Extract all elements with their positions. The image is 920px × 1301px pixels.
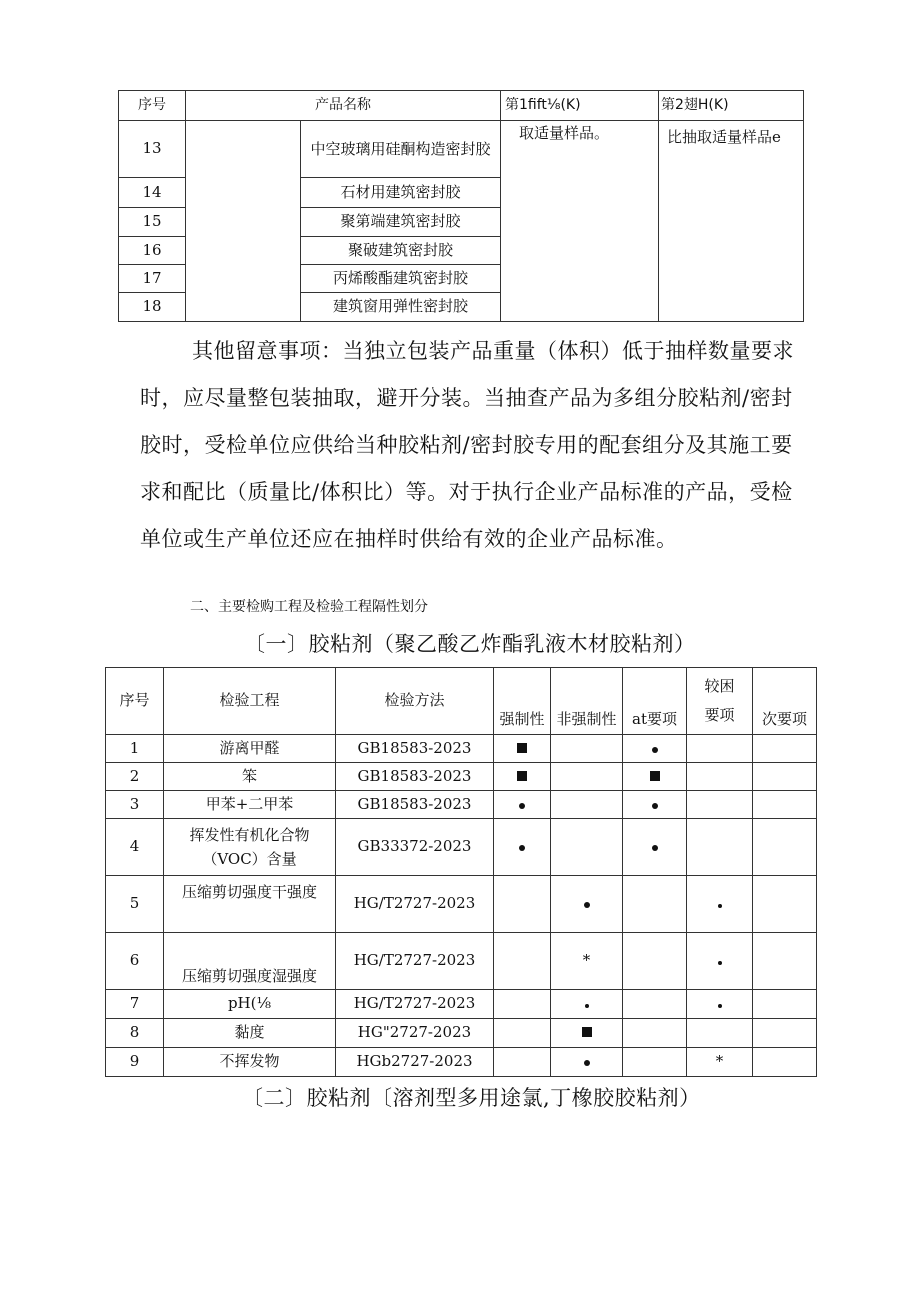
notes-paragraph <box>140 328 800 563</box>
header-product-name: 产品名称 <box>186 91 501 121</box>
row-method: HG/T2727-2023 <box>336 990 494 1019</box>
header-first-sample: 第1fift⅛(K) <box>501 91 659 121</box>
dot-mark <box>652 747 658 753</box>
header-a-item: at要项 <box>623 668 687 735</box>
mark-cell <box>623 735 687 763</box>
mark-cell <box>494 933 551 990</box>
row-item: 黏度 <box>164 1019 336 1048</box>
mark-cell <box>551 876 623 933</box>
header-b-line1: 较困 <box>704 677 735 695</box>
dot-mark <box>652 803 658 809</box>
mark-cell <box>687 1048 753 1077</box>
row-product-name: 聚第端建筑密封胶 <box>301 208 501 237</box>
header-no: 序号 <box>119 91 186 121</box>
header-non-mandatory: 非强制性 <box>551 668 623 735</box>
dot-mark <box>519 845 525 851</box>
row-item: 笨 <box>164 763 336 791</box>
row-no: 4 <box>106 819 164 876</box>
header-b-item <box>687 668 753 735</box>
row-method: HGb2727-2023 <box>336 1048 494 1077</box>
mark-cell <box>494 791 551 819</box>
header-method: 检验方法 <box>336 668 494 735</box>
row-no: 17 <box>119 265 186 293</box>
subheading-two: 〔二〕胶粘剂〔溶剂型多用途氯,丁橡胶胶粘剂） <box>242 1086 701 1110</box>
row-item: 游离甲醛 <box>164 735 336 763</box>
second-sample-cell: 比抽取适量样品e <box>659 121 804 322</box>
mark-cell <box>551 763 623 791</box>
row-no: 6 <box>106 933 164 990</box>
mark-cell <box>687 791 753 819</box>
star-mark: * <box>715 1052 724 1071</box>
row-product-name: 丙烯酸酯建筑密封胶 <box>301 265 501 293</box>
row-no: 8 <box>106 1019 164 1048</box>
mark-cell <box>753 819 817 876</box>
mark-cell <box>551 1048 623 1077</box>
mark-cell <box>687 1019 753 1048</box>
mark-cell <box>753 1048 817 1077</box>
row-method: HG"2727-2023 <box>336 1019 494 1048</box>
mark-cell <box>494 735 551 763</box>
mark-cell <box>494 819 551 876</box>
dot-mark <box>652 845 658 851</box>
dot-mark <box>519 803 525 809</box>
mark-cell <box>753 791 817 819</box>
row-item: 挥发性有机化合物（VOC）含量 <box>164 819 336 876</box>
notes-text: 其他留意事项：当独立包装产品重量（体积）低于抽样数量要求时，应尽量整包装抽取，避开分装。当抽查产品为多组分胶粘剂/密封胶时，受检单位应供给当种胶粘剂/密封胶专用的配套组分及其施工要求和配比（质量比/体积比）等。对于执行企业产品标准的产品，受检单位或生产单位还应在抽样时供给有效的企业产品标准。 <box>140 339 794 551</box>
mark-cell <box>623 990 687 1019</box>
mark-cell <box>687 819 753 876</box>
row-no: 18 <box>119 293 186 322</box>
header-b-line2: 要项 <box>704 706 735 724</box>
star-mark: * <box>582 951 591 970</box>
category-cell <box>186 121 301 322</box>
small-dot-mark <box>718 961 722 965</box>
square-mark <box>582 1027 592 1037</box>
row-item: 不挥发物 <box>164 1048 336 1077</box>
mark-cell <box>551 933 623 990</box>
square-mark <box>650 771 660 781</box>
row-method: GB18583-2023 <box>336 763 494 791</box>
mark-cell <box>687 990 753 1019</box>
mark-cell <box>623 1019 687 1048</box>
dot-mark <box>584 902 590 908</box>
first-sample-cell: 取适量样品。 <box>501 121 659 322</box>
header-item: 检验工程 <box>164 668 336 735</box>
row-no: 2 <box>106 763 164 791</box>
row-no: 16 <box>119 237 186 265</box>
mark-cell <box>623 876 687 933</box>
product-sampling-table <box>118 90 804 322</box>
row-no: 7 <box>106 990 164 1019</box>
inspection-items-table <box>105 667 817 1077</box>
row-item: 压缩剪切强度湿强度 <box>164 933 336 990</box>
mark-cell <box>551 990 623 1019</box>
row-item: pH(⅛ <box>164 990 336 1019</box>
row-no: 5 <box>106 876 164 933</box>
mark-cell <box>623 819 687 876</box>
row-method: HG/T2727-2023 <box>336 933 494 990</box>
row-product-name: 石材用建筑密封胶 <box>301 178 501 208</box>
row-method: GB18583-2023 <box>336 735 494 763</box>
row-no: 3 <box>106 791 164 819</box>
subheading-one: 〔一〕胶粘剂（聚乙酸乙炸酯乳液木材胶粘剂） <box>244 632 696 656</box>
row-no: 1 <box>106 735 164 763</box>
mark-cell <box>623 933 687 990</box>
row-no: 15 <box>119 208 186 237</box>
mark-cell <box>623 763 687 791</box>
mark-cell <box>753 990 817 1019</box>
mark-cell <box>753 735 817 763</box>
mark-cell <box>494 990 551 1019</box>
row-item: 压缩剪切强度干强度 <box>164 876 336 933</box>
row-method: GB18583-2023 <box>336 791 494 819</box>
row-method: HG/T2727-2023 <box>336 876 494 933</box>
header-mandatory: 强制性 <box>494 668 551 735</box>
mark-cell <box>551 1019 623 1048</box>
mark-cell <box>687 876 753 933</box>
mark-cell <box>551 819 623 876</box>
mark-cell <box>687 763 753 791</box>
mark-cell <box>551 735 623 763</box>
square-mark <box>517 771 527 781</box>
mark-cell <box>753 876 817 933</box>
mark-cell <box>551 791 623 819</box>
row-no: 13 <box>119 121 186 178</box>
small-dot-mark <box>718 904 722 908</box>
mark-cell <box>494 876 551 933</box>
section-heading: 二、主要检购工程及检验工程隔性划分 <box>190 599 428 615</box>
dot-mark <box>584 1060 590 1066</box>
header-c-item: 次要项 <box>753 668 817 735</box>
header-second-sample: 第2翅H(K) <box>659 91 804 121</box>
mark-cell <box>494 1048 551 1077</box>
row-product-name: 建筑窗用弹性密封胶 <box>301 293 501 322</box>
mark-cell <box>687 735 753 763</box>
row-method: GB33372-2023 <box>336 819 494 876</box>
header-no: 序号 <box>106 668 164 735</box>
mark-cell <box>494 1019 551 1048</box>
small-dot-mark <box>718 1004 722 1008</box>
mark-cell <box>753 763 817 791</box>
row-item: 甲苯+二甲苯 <box>164 791 336 819</box>
row-no: 9 <box>106 1048 164 1077</box>
small-dot-mark <box>585 1004 589 1008</box>
mark-cell <box>687 933 753 990</box>
row-product-name: 中空玻璃用硅酮构造密封胶 <box>301 121 501 178</box>
mark-cell <box>494 763 551 791</box>
mark-cell <box>623 1048 687 1077</box>
row-product-name: 聚破建筑密封胶 <box>301 237 501 265</box>
mark-cell <box>623 791 687 819</box>
mark-cell <box>753 933 817 990</box>
row-no: 14 <box>119 178 186 208</box>
square-mark <box>517 743 527 753</box>
mark-cell <box>753 1019 817 1048</box>
